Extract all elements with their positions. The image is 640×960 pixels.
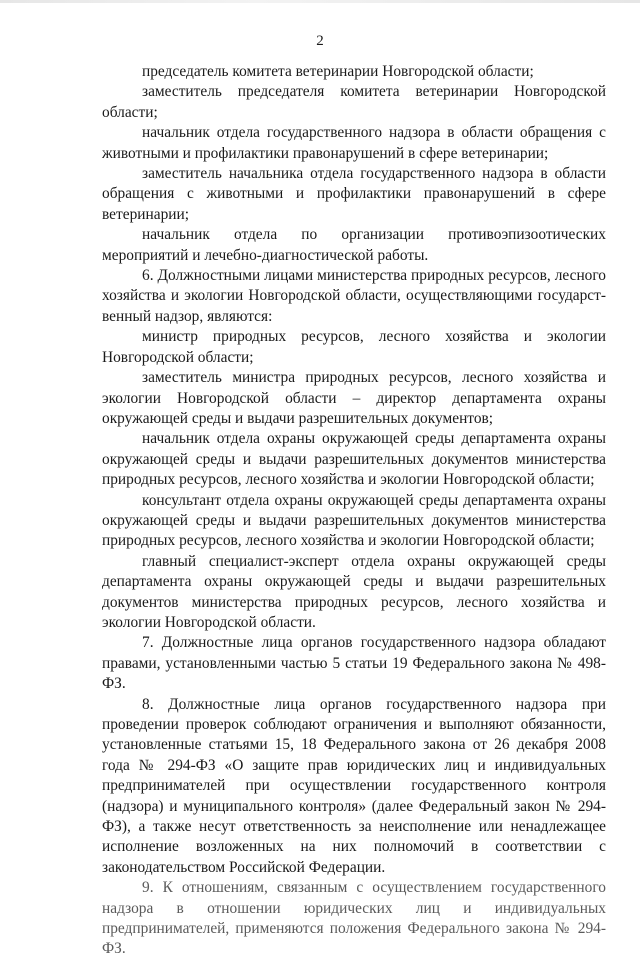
paragraph-head-of-supervision-dept: начальник отдела государственного надзора в области обращения с животными и профилактики правонарушений в сфере ветеринарии; — [102, 124, 606, 162]
paragraph-minister: министр природных ресурсов, лесного хозяйства и экологии Новгородской области; — [102, 328, 606, 366]
page-number: 2 — [316, 33, 324, 49]
paragraph-clause-7: 7. Должностные лица органов государственного надзора обладают правами, установленными частью 5 статьи 19 Федерального закона № 498-ФЗ. — [102, 634, 606, 693]
paragraph-consultant: консультант отдела охраны окружающей среды департамента охраны окружающей среды и выдачи разрешительных документов министерства природных ресурсов, лесного хозяйства и экологии Новгородской области; — [102, 491, 606, 550]
paragraph-deputy-head-supervision-dept: заместитель начальника отдела государственного надзора в области обращения с животными и профилактики правонарушений в сфере ветеринарии; — [102, 165, 606, 223]
paragraph-head-env-protection-dept: начальник отдела охраны окружающей среды департамента охраны окружающей среды и выдачи разрешительных документов министерства природных ресурсов, лесного хозяйства и экологии Новгородской области; — [102, 430, 606, 489]
document-body — [102, 62, 606, 960]
paragraph-deputy-minister: заместитель министра природных ресурсов, лесного хозяйства и экологии Новгородской области – директор департамента охраны окружающей среды и выдачи разрешительных документов; — [102, 369, 606, 427]
paragraph-clause-8: 8. Должностные лица органов государственного надзора при проведении проверок соблюдают ограничения и выполняют обязанности, установленные статьями 15, 18 Федерального закона от 26 декабря 2008 года № 294-ФЗ «О защите прав юридических лиц и индивидуальных предпринимателей при осуществлении государственного контроля (надзора) и муниципального контроля» (далее Федеральный закон № 294-ФЗ), а также несут ответственность за неисполнение или ненадлежащее исполнение возложенных на них полномочий в соответствии с законодательством Российской Федерации. — [102, 695, 606, 876]
paragraph-head-antiepizootic-dept: начальник отдела по организации противоэпизоотических мероприятий и лечебно-диагностической работы. — [102, 226, 606, 264]
paragraph-chairman: председатель комитета ветеринарии Новгородской области; — [142, 63, 534, 80]
scan-edge — [0, 0, 640, 3]
paragraph-deputy-chairman: заместитель председателя комитета ветеринарии Новгородской области; — [102, 83, 606, 121]
paragraph-clause-9: 9. К отношениям, связанным с осуществлением государственного надзора в отношении юридических лиц и индивидуальных предпринимателей, применяются положения Федерального закона № 294-ФЗ. — [102, 879, 606, 958]
paragraph-chief-specialist: главный специалист-эксперт отдела охраны окружающей среды департамента охраны окружающей среды и выдачи разрешительных документов министерства природных ресурсов, лесного хозяйства и экологии Новгородской области. — [102, 552, 606, 631]
paragraph-clause-6: 6. Должностными лицами министерства природных ресурсов, лесного хозяйства и экологии Новгородской области, осуществляющими государст-венный надзор, являются: — [102, 267, 606, 325]
